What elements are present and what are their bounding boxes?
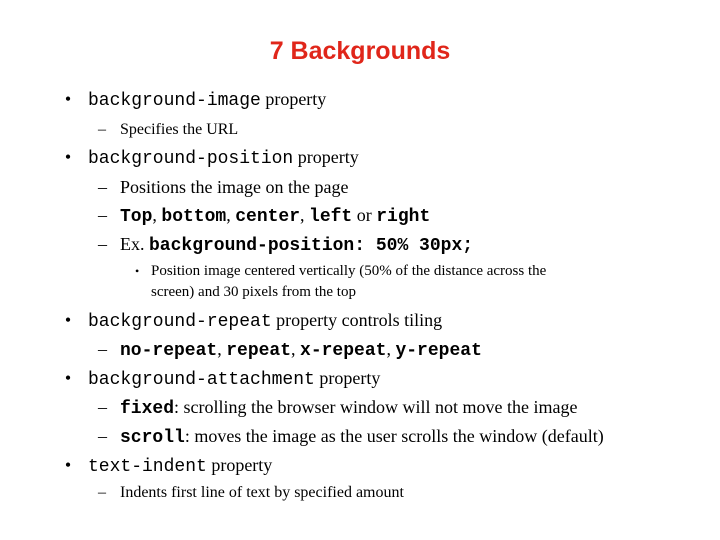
bullet-marker: • [64, 455, 72, 475]
sub-bullet-fixed [98, 395, 578, 421]
dash-marker: – [98, 121, 106, 138]
code-term: no-repeat [120, 341, 218, 361]
sub-bullet-scroll [98, 424, 604, 450]
bullet-marker: • [64, 368, 72, 388]
code-term: Top [120, 207, 153, 227]
bullet-background-image [64, 87, 327, 113]
bullet-text: property [260, 89, 327, 109]
code-term: y-repeat [395, 341, 482, 361]
code-example: background-position: 50% 30px; [149, 236, 474, 256]
code-term: background-repeat [88, 312, 272, 332]
dash-marker: – [98, 339, 107, 359]
separator: , [152, 205, 162, 225]
dash-marker: – [98, 426, 107, 446]
explanation-line-2: screen) and 30 pixels from the top [151, 284, 356, 300]
bullet-text-indent [64, 453, 273, 479]
example-prefix: Ex. [120, 234, 149, 254]
separator: or [352, 205, 377, 225]
code-term: background-image [88, 91, 261, 111]
sub-sub-bullet-explanation [135, 261, 547, 303]
dash-marker: – [98, 205, 107, 225]
sub-bullet-indents [98, 481, 404, 505]
dash-marker: – [98, 177, 107, 197]
code-term: repeat [226, 341, 292, 361]
sub-bullet-repeat-values [98, 337, 482, 363]
code-term: bottom [161, 207, 227, 227]
separator: , [291, 339, 301, 359]
dash-marker: – [98, 234, 107, 254]
bullet-text: property [293, 147, 359, 167]
bullet-marker: • [64, 147, 72, 167]
sub-bullet-position-keywords [98, 203, 431, 229]
bullet-marker: • [64, 310, 72, 330]
code-term: background-position [88, 149, 294, 169]
code-term: text-indent [88, 457, 207, 477]
code-term: background-attachment [88, 370, 315, 390]
separator: , [226, 205, 236, 225]
sub-bullet-example [98, 232, 474, 258]
bullet-text: property controls tiling [271, 310, 443, 330]
separator: , [386, 339, 396, 359]
sub-bullet-specifies-url [98, 118, 239, 142]
bullet-background-attachment [64, 366, 381, 392]
sub-bullet-text: : moves the image as the user scrolls the window (default) [184, 426, 604, 446]
bullet-marker: • [64, 89, 72, 109]
slide-title: 7 Backgrounds [269, 37, 451, 65]
code-term: fixed [120, 399, 175, 419]
separator: , [300, 205, 310, 225]
code-term: center [235, 207, 301, 227]
sub-bullet-text: Positions the image on the page [120, 177, 349, 197]
sub-bullet-text: Indents first line of text by specified amount [120, 484, 404, 501]
sub-bullet-text: Specifies the URL [120, 121, 239, 138]
sub-bullet-text: : scrolling the browser window will not move the image [174, 397, 578, 417]
code-term: scroll [120, 428, 185, 448]
code-term: x-repeat [300, 341, 387, 361]
dash-marker: – [98, 484, 106, 501]
bullet-marker: • [135, 264, 140, 278]
bullet-text: property [314, 368, 381, 388]
explanation-line-1: Position image centered vertically (50% of the distance across the [151, 263, 547, 279]
bullet-text: property [206, 455, 273, 475]
bullet-background-position [64, 145, 359, 171]
code-term: left [309, 207, 353, 227]
bullet-background-repeat [64, 308, 443, 334]
dash-marker: – [98, 397, 107, 417]
code-term: right [376, 207, 431, 227]
separator: , [217, 339, 227, 359]
sub-bullet-positions-image [98, 175, 349, 199]
